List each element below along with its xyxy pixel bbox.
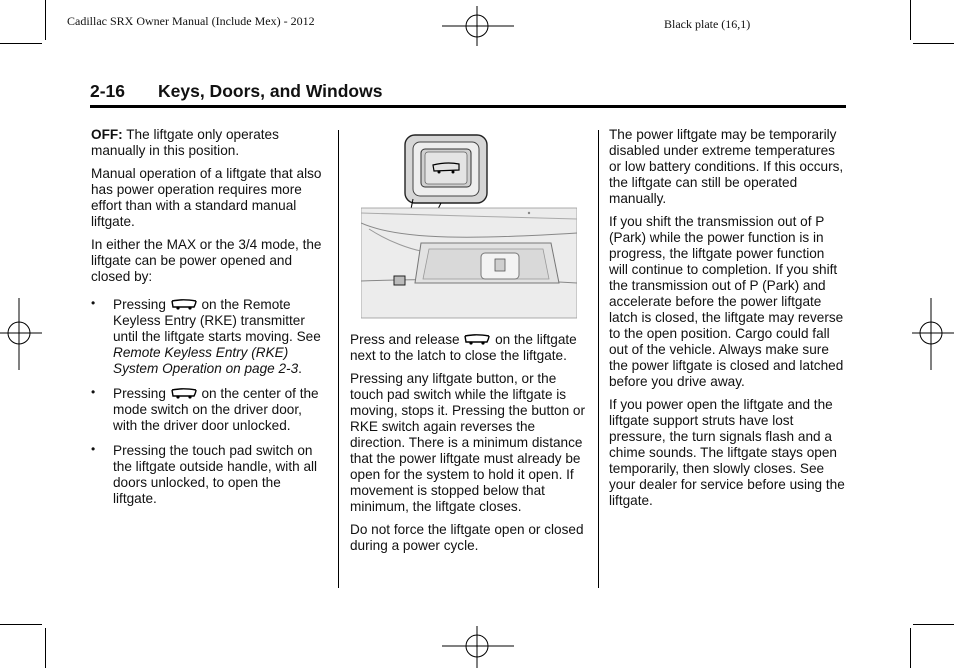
paragraph: Do not force the liftgate open or closed during a power cycle. bbox=[350, 522, 584, 553]
crop-mark bbox=[913, 43, 954, 44]
registration-mark-icon bbox=[442, 626, 514, 668]
registration-mark-icon bbox=[0, 298, 42, 370]
column-divider bbox=[338, 130, 339, 588]
column-divider bbox=[598, 130, 599, 588]
liftgate-button-illustration bbox=[361, 133, 577, 319]
crop-mark bbox=[45, 628, 46, 668]
crop-mark bbox=[913, 624, 954, 625]
liftgate-icon bbox=[463, 333, 491, 346]
paragraph: If you shift the transmission out of P (Park) while the power function is in progress, the liftgate power function will continue to completion. If you shift the transmission out of P (Park) and accelerate before the power liftgate latch is closed, the liftgate may reverse to the open position. Cargo could fall out of the vehicle. Always make sure the power liftgate is closed and latched before you drive away. bbox=[609, 214, 844, 389]
section-title: Keys, Doors, and Windows bbox=[158, 81, 383, 101]
off-label: OFF: bbox=[91, 127, 123, 142]
list-item bbox=[91, 386, 327, 434]
crop-mark bbox=[45, 0, 46, 40]
paragraph bbox=[350, 332, 586, 364]
list-text: Pressing bbox=[113, 297, 170, 312]
plate-info-left: Cadillac SRX Owner Manual (Include Mex) - 2012 bbox=[67, 14, 315, 28]
page-header bbox=[90, 80, 846, 108]
cross-reference: Remote Keyless Entry (RKE) System Operation on page 2-3 bbox=[113, 345, 299, 376]
paragraph: Manual operation of a liftgate that also has power operation requires more effort than with a standard manual liftgate. bbox=[91, 166, 322, 229]
crop-mark bbox=[0, 43, 42, 44]
column-left bbox=[91, 127, 327, 514]
paragraph-text: on the liftgate next to the latch to close the liftgate. bbox=[350, 332, 577, 363]
crop-mark bbox=[0, 624, 42, 625]
paragraph: Pressing any liftgate button, or the touch pad switch while the liftgate is moving, stops it. Pressing the button or RKE switch again reverses the direction. There is a minimum distance that the power liftgate must already be open for the system to hold it open. If movement is stopped below that minimum, the liftgate closes. bbox=[350, 371, 585, 514]
registration-mark-icon bbox=[912, 298, 954, 370]
bullet-mark: • bbox=[91, 442, 96, 456]
bullet-mark: • bbox=[91, 385, 96, 399]
list-item bbox=[91, 297, 327, 377]
paragraph: The power liftgate may be temporarily disabled under extreme temperatures or low battery conditions. If this occurs, the liftgate can still be operated manually. bbox=[609, 127, 844, 206]
list-text: on the Remote Keyless Entry (RKE) transmitter until the liftgate starts moving. See bbox=[113, 297, 321, 344]
page-number: 2-16 bbox=[90, 81, 126, 101]
paragraph: In either the MAX or the 3/4 mode, the liftgate can be power opened and closed by: bbox=[91, 237, 322, 284]
paragraph-text: Press and release bbox=[350, 332, 464, 347]
list-text: . bbox=[298, 361, 302, 376]
off-text: The liftgate only operates manually in this position. bbox=[91, 127, 279, 158]
paragraph bbox=[91, 127, 327, 159]
list-item bbox=[91, 443, 327, 507]
liftgate-icon bbox=[170, 387, 198, 400]
registration-mark-icon bbox=[442, 6, 514, 46]
list-text: on the center of the mode switch on the driver door, with the driver door unlocked. bbox=[113, 386, 319, 433]
crop-mark bbox=[910, 0, 911, 40]
list-text: Pressing the touch pad switch on the liftgate outside handle, with all doors unlocked, to open the liftgate. bbox=[113, 443, 318, 506]
bullet-mark: • bbox=[91, 296, 96, 310]
plate-info-right: Black plate (16,1) bbox=[664, 17, 751, 31]
column-middle bbox=[350, 332, 586, 561]
column-right bbox=[609, 127, 845, 516]
paragraph: If you power open the liftgate and the liftgate support struts have lost pressure, the turn signals flash and a chime sounds. The liftgate stays open temporarily, then slowly closes. See your dealer for service before using the liftgate. bbox=[609, 397, 845, 508]
list-text: Pressing bbox=[113, 386, 170, 401]
crop-mark bbox=[910, 628, 911, 668]
liftgate-icon bbox=[170, 298, 198, 311]
